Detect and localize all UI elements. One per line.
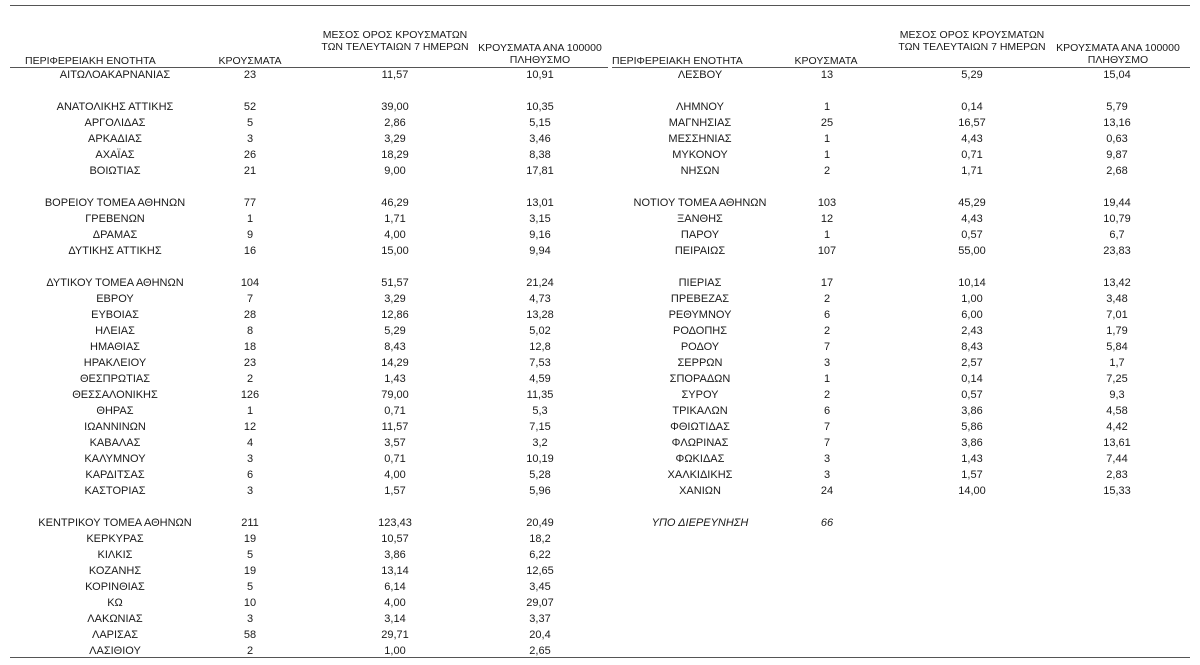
header-avg7-right: ΜΕΣΟΣ ΟΡΟΣ ΚΡΟΥΣΜΑΤΩΝ ΤΩΝ ΤΕΛΕΥΤΑΙΩΝ 7 ΗΜΕΡΩΝ: [898, 29, 1046, 53]
cell-avg7: 1,57: [961, 469, 983, 481]
cell-per100k: 1,7: [1109, 357, 1125, 369]
cell-per100k: 3,2: [532, 437, 548, 449]
cell-avg7: 0,14: [961, 101, 983, 113]
cell-region: ΠΑΡΟΥ: [680, 229, 720, 241]
cell-cases: 21: [243, 165, 257, 177]
cell-per100k: 6,22: [529, 549, 551, 561]
table-row: [0, 212, 1200, 227]
cell-cases: 9: [246, 229, 254, 241]
cell-cases: 3: [246, 453, 254, 465]
cell-avg7: 14,29: [381, 357, 409, 369]
cell-cases: 6: [246, 469, 254, 481]
cell-cases: 3: [246, 133, 254, 145]
cell-cases: 3: [246, 485, 254, 497]
cell-region: ΛΑΣΙΘΙΟΥ: [89, 645, 141, 657]
cell-avg7: 4,00: [384, 229, 406, 241]
cell-region: ΛΗΜΝΟΥ: [676, 101, 724, 113]
cell-region: ΛΑΚΩΝΙΑΣ: [87, 613, 143, 625]
header-avg7-left: ΜΕΣΟΣ ΟΡΟΣ ΚΡΟΥΣΜΑΤΩΝ ΤΩΝ ΤΕΛΕΥΤΑΙΩΝ 7 ΗΜΕΡΩΝ: [321, 29, 469, 53]
cell-cases: 1: [823, 229, 831, 241]
cell-region: ΚΕΝΤΡΙΚΟΥ ΤΟΜΕΑ ΑΘΗΝΩΝ: [38, 517, 192, 529]
cell-avg7: 1,43: [384, 373, 406, 385]
cell-per100k: 1,79: [1106, 325, 1128, 337]
table-row: [0, 404, 1200, 419]
cell-region: ΘΗΡΑΣ: [96, 405, 134, 417]
cell-region: ΥΠΟ ΔΙΕΡΕΥΝΗΣΗ: [651, 517, 749, 529]
cell-per100k: 10,19: [526, 453, 554, 465]
header-per100k-right: ΚΡΟΥΣΜΑΤΑ ΑΝΑ 100000 ΠΛΗΘΥΣΜΟ: [1056, 42, 1180, 66]
cell-per100k: 15,04: [1103, 69, 1131, 81]
cell-per100k: 9,87: [1106, 149, 1128, 161]
cell-cases: 104: [240, 277, 260, 289]
cell-cases: 8: [246, 325, 254, 337]
cell-cases: 19: [243, 533, 257, 545]
cell-cases: 2: [823, 293, 831, 305]
cell-cases: 66: [820, 517, 834, 529]
cell-region: ΑΝΑΤΟΛΙΚΗΣ ΑΤΤΙΚΗΣ: [56, 101, 174, 113]
cell-region: ΚΙΛΚΙΣ: [97, 549, 133, 561]
table-row: [0, 644, 1200, 659]
cell-cases: 23: [243, 69, 257, 81]
cell-per100k: 20,4: [529, 629, 551, 641]
cell-avg7: 123,43: [378, 517, 412, 529]
cell-avg7: 10,57: [381, 533, 409, 545]
cell-region: ΛΕΣΒΟΥ: [677, 69, 723, 81]
cell-cases: 52: [243, 101, 257, 113]
cell-per100k: 10,91: [526, 69, 554, 81]
cell-per100k: 4,59: [529, 373, 551, 385]
cell-cases: 16: [243, 245, 257, 257]
cell-avg7: 1,71: [961, 165, 983, 177]
cell-per100k: 7,25: [1106, 373, 1128, 385]
table-row: [0, 612, 1200, 627]
cell-avg7: 1,00: [961, 293, 983, 305]
cell-per100k: 13,61: [1103, 437, 1131, 449]
cell-cases: 5: [246, 549, 254, 561]
cell-avg7: 39,00: [381, 101, 409, 113]
cell-per100k: 5,15: [529, 117, 551, 129]
cell-per100k: 29,07: [526, 597, 554, 609]
cell-region: ΦΛΩΡΙΝΑΣ: [671, 437, 729, 449]
cell-avg7: 0,57: [961, 389, 983, 401]
cell-region: ΡΟΔΟΠΗΣ: [672, 325, 728, 337]
cell-avg7: 3,86: [961, 405, 983, 417]
cell-avg7: 79,00: [381, 389, 409, 401]
cell-per100k: 9,16: [529, 229, 551, 241]
cell-region: ΚΑΡΔΙΤΣΑΣ: [85, 469, 145, 481]
cell-avg7: 6,00: [961, 309, 983, 321]
table-row: [0, 196, 1200, 211]
cell-avg7: 8,43: [384, 341, 406, 353]
table-row: [0, 468, 1200, 483]
cell-per100k: 5,79: [1106, 101, 1128, 113]
cell-avg7: 4,00: [384, 597, 406, 609]
cell-cases: 2: [823, 389, 831, 401]
cell-cases: 6: [823, 309, 831, 321]
table-row: [0, 148, 1200, 163]
cell-cases: 3: [823, 453, 831, 465]
cell-cases: 24: [820, 485, 834, 497]
cell-cases: 77: [243, 197, 257, 209]
cell-region: ΣΠΟΡΑΔΩΝ: [669, 373, 731, 385]
table-row: [0, 340, 1200, 355]
cell-region: ΚΟΡΙΝΘΙΑΣ: [85, 581, 145, 593]
cell-per100k: 3,37: [529, 613, 551, 625]
cell-region: ΜΕΣΣΗΝΙΑΣ: [668, 133, 732, 145]
cell-cases: 25: [820, 117, 834, 129]
cell-region: ΔΥΤΙΚΗΣ ΑΤΤΙΚΗΣ: [68, 245, 162, 257]
table-row: [0, 132, 1200, 147]
cell-per100k: 12,65: [526, 565, 554, 577]
cell-per100k: 5,84: [1106, 341, 1128, 353]
cell-cases: 103: [817, 197, 837, 209]
cell-avg7: 6,14: [384, 581, 406, 593]
cell-cases: 12: [243, 421, 257, 433]
cell-region: ΚΑΣΤΟΡΙΑΣ: [84, 485, 146, 497]
cell-cases: 2: [246, 645, 254, 657]
cell-avg7: 2,43: [961, 325, 983, 337]
cell-region: ΡΟΔΟΥ: [680, 341, 720, 353]
cell-avg7: 3,86: [961, 437, 983, 449]
cell-avg7: 1,00: [384, 645, 406, 657]
cell-cases: 1: [823, 149, 831, 161]
cell-cases: 2: [823, 325, 831, 337]
cell-region: ΠΡΕΒΕΖΑΣ: [670, 293, 730, 305]
cell-region: ΠΙΕΡΙΑΣ: [678, 277, 722, 289]
cell-per100k: 3,48: [1106, 293, 1128, 305]
cell-region: ΚΕΡΚΥΡΑΣ: [86, 533, 144, 545]
cell-per100k: 5,3: [532, 405, 548, 417]
cell-region: ΝΟΤΙΟΥ ΤΟΜΕΑ ΑΘΗΝΩΝ: [633, 197, 767, 209]
cell-per100k: 5,02: [529, 325, 551, 337]
cell-avg7: 3,14: [384, 613, 406, 625]
cell-per100k: 4,73: [529, 293, 551, 305]
cell-region: ΗΡΑΚΛΕΙΟΥ: [83, 357, 147, 369]
cell-per100k: 20,49: [526, 517, 554, 529]
cell-region: ΗΜΑΘΙΑΣ: [90, 341, 140, 353]
cell-avg7: 8,43: [961, 341, 983, 353]
cell-avg7: 1,57: [384, 485, 406, 497]
header-cases-left: ΚΡΟΥΣΜΑΤΑ: [218, 55, 282, 67]
table-row: [0, 564, 1200, 579]
table-row: [0, 228, 1200, 243]
table-row: [0, 484, 1200, 499]
cell-avg7: 0,71: [961, 149, 983, 161]
cell-avg7: 16,57: [958, 117, 986, 129]
header-region-left: ΠΕΡΙΦΕΡΕΙΑΚΗ ΕΝΟΤΗΤΑ: [25, 55, 156, 67]
cell-avg7: 0,71: [384, 405, 406, 417]
cell-per100k: 13,16: [1103, 117, 1131, 129]
cell-cases: 10: [243, 597, 257, 609]
cell-avg7: 15,00: [381, 245, 409, 257]
cell-avg7: 11,57: [381, 421, 409, 433]
table-row: [0, 580, 1200, 595]
cell-per100k: 10,79: [1103, 213, 1131, 225]
cell-per100k: 7,53: [529, 357, 551, 369]
cell-avg7: 3,86: [384, 549, 406, 561]
cell-cases: 1: [823, 101, 831, 113]
cell-region: ΒΟΙΩΤΙΑΣ: [89, 165, 141, 177]
cell-cases: 28: [243, 309, 257, 321]
cell-region: ΚΟΖΑΝΗΣ: [88, 565, 142, 577]
cell-cases: 126: [240, 389, 260, 401]
cell-cases: 12: [820, 213, 834, 225]
cell-region: ΕΒΡΟΥ: [96, 293, 134, 305]
cell-cases: 6: [823, 405, 831, 417]
cell-avg7: 46,29: [381, 197, 409, 209]
cell-avg7: 0,14: [961, 373, 983, 385]
cell-avg7: 4,43: [961, 133, 983, 145]
table-row: [0, 292, 1200, 307]
cell-per100k: 23,83: [1103, 245, 1131, 257]
cell-avg7: 2,57: [961, 357, 983, 369]
cell-per100k: 8,38: [529, 149, 551, 161]
cell-cases: 7: [823, 421, 831, 433]
cell-region: ΕΥΒΟΙΑΣ: [91, 309, 139, 321]
cell-region: ΑΡΓΟΛΙΔΑΣ: [84, 117, 146, 129]
cell-per100k: 13,42: [1103, 277, 1131, 289]
cell-region: ΜΑΓΝΗΣΙΑΣ: [668, 117, 732, 129]
cell-avg7: 14,00: [958, 485, 986, 497]
cell-region: ΝΗΣΩΝ: [680, 165, 720, 177]
cell-avg7: 1,71: [384, 213, 406, 225]
cell-region: ΜΥΚΟΝΟΥ: [672, 149, 728, 161]
table-row: [0, 532, 1200, 547]
cell-per100k: 5,96: [529, 485, 551, 497]
cell-region: ΚΑΒΑΛΑΣ: [89, 437, 141, 449]
cell-per100k: 3,45: [529, 581, 551, 593]
cell-cases: 1: [823, 373, 831, 385]
cell-per100k: 2,68: [1106, 165, 1128, 177]
cell-region: ΠΕΙΡΑΙΩΣ: [674, 245, 726, 257]
cell-cases: 3: [823, 469, 831, 481]
cell-cases: 2: [246, 373, 254, 385]
table-row: [0, 452, 1200, 467]
cell-avg7: 3,29: [384, 133, 406, 145]
cell-per100k: 10,35: [526, 101, 554, 113]
cell-region: ΑΧΑΪΑΣ: [95, 149, 135, 161]
cell-cases: 26: [243, 149, 257, 161]
cell-avg7: 2,86: [384, 117, 406, 129]
cell-cases: 3: [246, 613, 254, 625]
table-row: [0, 324, 1200, 339]
table-row: [0, 164, 1200, 179]
cell-avg7: 10,14: [958, 277, 986, 289]
cell-cases: 23: [243, 357, 257, 369]
cell-region: ΚΑΛΥΜΝΟΥ: [84, 453, 146, 465]
cell-avg7: 5,29: [961, 69, 983, 81]
cell-cases: 13: [820, 69, 834, 81]
cell-per100k: 7,15: [529, 421, 551, 433]
cell-per100k: 3,15: [529, 213, 551, 225]
cell-region: ΘΕΣΠΡΩΤΙΑΣ: [79, 373, 151, 385]
cell-region: ΞΑΝΘΗΣ: [677, 213, 723, 225]
cell-avg7: 5,29: [384, 325, 406, 337]
cell-cases: 4: [246, 437, 254, 449]
cell-per100k: 17,81: [526, 165, 554, 177]
cell-region: ΣΕΡΡΩΝ: [677, 357, 723, 369]
cell-per100k: 7,01: [1106, 309, 1128, 321]
cell-cases: 17: [820, 277, 834, 289]
table-row: [0, 356, 1200, 371]
cell-avg7: 0,71: [384, 453, 406, 465]
cell-region: ΑΙΤΩΛΟΑΚΑΡΝΑΝΙΑΣ: [59, 69, 171, 81]
cell-cases: 107: [817, 245, 837, 257]
cell-region: ΔΥΤΙΚΟΥ ΤΟΜΕΑ ΑΘΗΝΩΝ: [46, 277, 184, 289]
cell-per100k: 0,63: [1106, 133, 1128, 145]
cell-region: ΚΩ: [107, 597, 123, 609]
table-row: [0, 516, 1200, 531]
cell-region: ΔΡΑΜΑΣ: [92, 229, 138, 241]
cell-cases: 1: [823, 133, 831, 145]
cell-per100k: 4,42: [1106, 421, 1128, 433]
cell-cases: 18: [243, 341, 257, 353]
cell-region: ΧΑΝΙΩΝ: [679, 485, 721, 497]
cell-region: ΗΛΕΙΑΣ: [95, 325, 135, 337]
cell-avg7: 1,43: [961, 453, 983, 465]
cell-per100k: 13,28: [526, 309, 554, 321]
cell-per100k: 12,8: [529, 341, 551, 353]
cell-avg7: 12,86: [381, 309, 409, 321]
cell-region: ΛΑΡΙΣΑΣ: [91, 629, 138, 641]
cell-cases: 7: [246, 293, 254, 305]
cell-avg7: 3,57: [384, 437, 406, 449]
cell-region: ΘΕΣΣΑΛΟΝΙΚΗΣ: [72, 389, 158, 401]
header-per100k-left: ΚΡΟΥΣΜΑΤΑ ΑΝΑ 100000 ΠΛΗΘΥΣΜΟ: [478, 42, 602, 66]
cell-avg7: 0,57: [961, 229, 983, 241]
cell-avg7: 9,00: [384, 165, 406, 177]
cell-region: ΧΑΛΚΙΔΙΚΗΣ: [667, 469, 733, 481]
cell-avg7: 4,00: [384, 469, 406, 481]
cell-region: ΓΡΕΒΕΝΩΝ: [85, 213, 145, 225]
cell-per100k: 9,94: [529, 245, 551, 257]
table-row: [0, 116, 1200, 131]
cell-per100k: 4,58: [1106, 405, 1128, 417]
cell-avg7: 11,57: [381, 69, 409, 81]
table-row: [0, 596, 1200, 611]
cell-avg7: 55,00: [958, 245, 986, 257]
cell-per100k: 9,3: [1109, 389, 1125, 401]
cell-per100k: 15,33: [1103, 485, 1131, 497]
cell-region: ΒΟΡΕΙΟΥ ΤΟΜΕΑ ΑΘΗΝΩΝ: [44, 197, 186, 209]
cell-region: ΤΡΙΚΑΛΩΝ: [672, 405, 728, 417]
cell-avg7: 29,71: [381, 629, 409, 641]
cell-cases: 1: [246, 213, 254, 225]
cell-cases: 7: [823, 437, 831, 449]
header-cases-right: ΚΡΟΥΣΜΑΤΑ: [794, 55, 858, 67]
cell-per100k: 21,24: [526, 277, 554, 289]
table-row: [0, 436, 1200, 451]
cell-region: ΣΥΡΟΥ: [681, 389, 719, 401]
header-region-right: ΠΕΡΙΦΕΡΕΙΑΚΗ ΕΝΟΤΗΤΑ: [612, 55, 743, 67]
cell-cases: 2: [823, 165, 831, 177]
cell-region: ΙΩΑΝΝΙΝΩΝ: [84, 421, 146, 433]
table-row: [0, 244, 1200, 259]
cell-avg7: 4,43: [961, 213, 983, 225]
cell-cases: 1: [246, 405, 254, 417]
table-row: [0, 388, 1200, 403]
cell-region: ΦΩΚΙΔΑΣ: [675, 453, 725, 465]
cell-per100k: 13,01: [526, 197, 554, 209]
cell-cases: 19: [243, 565, 257, 577]
cell-region: ΡΕΘΥΜΝΟΥ: [668, 309, 732, 321]
table-row: [0, 276, 1200, 291]
table-row: [0, 372, 1200, 387]
cell-per100k: 3,46: [529, 133, 551, 145]
cell-per100k: 7,44: [1106, 453, 1128, 465]
cell-avg7: 51,57: [381, 277, 409, 289]
cell-avg7: 13,14: [381, 565, 409, 577]
table-row: [0, 420, 1200, 435]
cell-per100k: 2,83: [1106, 469, 1128, 481]
cell-region: ΦΘΙΩΤΙΔΑΣ: [670, 421, 730, 433]
cell-per100k: 18,2: [529, 533, 551, 545]
cell-cases: 5: [246, 117, 254, 129]
table-row: [0, 100, 1200, 115]
cell-cases: 5: [246, 581, 254, 593]
top-rule: [10, 5, 1190, 6]
cell-avg7: 18,29: [381, 149, 409, 161]
cell-cases: 7: [823, 341, 831, 353]
cell-per100k: 5,28: [529, 469, 551, 481]
cell-per100k: 19,44: [1103, 197, 1131, 209]
table-row: [0, 68, 1200, 83]
cell-avg7: 5,86: [961, 421, 983, 433]
cell-cases: 3: [823, 357, 831, 369]
cell-avg7: 3,29: [384, 293, 406, 305]
cell-region: ΑΡΚΑΔΙΑΣ: [88, 133, 142, 145]
table-row: [0, 308, 1200, 323]
table-row: [0, 628, 1200, 643]
cell-per100k: 2,65: [529, 645, 551, 657]
cell-cases: 211: [241, 517, 259, 529]
cell-per100k: 11,35: [526, 389, 554, 401]
cell-cases: 58: [243, 629, 257, 641]
cell-avg7: 45,29: [958, 197, 986, 209]
table-row: [0, 548, 1200, 563]
cell-per100k: 6,7: [1109, 229, 1125, 241]
